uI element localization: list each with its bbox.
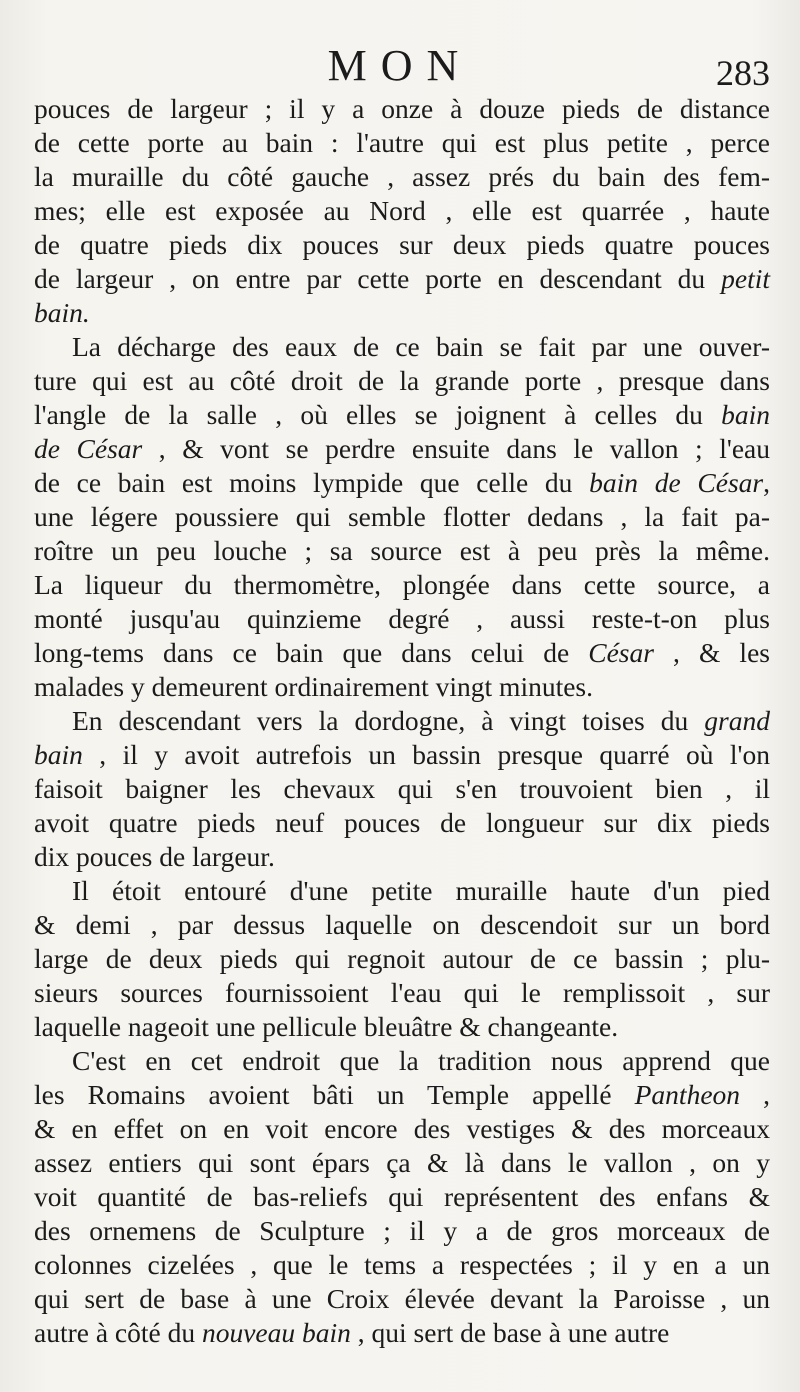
text-line: & en effet on en voit encore des vestiges & des morceaux [34,1113,770,1144]
text-line: mes; elle est exposée au Nord , elle est quarrée , haute [34,195,770,226]
italic-text: grand [704,705,770,736]
text-line: des ornemens de Sculpture ; il y a de gros morceaux de [34,1215,770,1246]
text-line: l'angle de la salle , où elles se joignent à celles du bain [34,399,770,430]
body-text [34,92,770,1350]
paragraph-4 [34,874,770,1044]
text-line: En descendant vers la dordogne, à vingt toises du grand [72,705,770,736]
text-line: C'est en cet endroit que la tradition nous apprend que [72,1045,770,1076]
text-line: bain , il y avoit autrefois un bassin presque quarré où l'on [34,739,770,770]
text-line: pouces de largeur ; il y a onze à douze pieds de distance [34,93,770,124]
text-line: voit quantité de bas-reliefs qui représentent des enfans & [34,1181,770,1212]
text-line: dix pouces de largeur. [34,841,275,872]
italic-text: petit [721,263,770,294]
paragraph-1 [34,92,770,330]
text-line: & demi , par dessus laquelle on descendoit sur un bord [34,909,770,940]
text-line: de largeur , on entre par cette porte en descendant du petit [34,263,770,294]
text-line: faisoit baigner les chevaux qui s'en trouvoient bien , il [34,773,770,804]
text-line: large de deux pieds qui regnoit autour de ce bassin ; plu- [34,943,770,974]
page-number: 283 [716,53,770,93]
italic-text: nouveau bain [201,1317,351,1348]
text-line: roître un peu louche ; sa source est à peu près la même. [34,535,770,566]
text-line: La décharge des eaux de ce bain se fait par une ouver- [72,331,770,362]
text-line: Il étoit entouré d'une petite muraille haute d'un pied [72,875,770,906]
text-line: assez entiers qui sont épars ça & là dans le vallon , on y [34,1147,770,1178]
text-line: de ce bain est moins lympide que celle du bain de César, [34,467,770,498]
paragraph-2 [34,330,770,704]
italic-text: Pantheon [634,1079,741,1110]
text-line: sieurs sources fournissoient l'eau qui le remplissoit , sur [34,977,770,1008]
paragraph-5 [34,1044,770,1350]
italic-text: bain. [34,297,90,328]
running-title: MON [327,41,473,90]
paragraph-3 [34,704,770,874]
italic-text: de César [34,433,143,464]
text-line: monté jusqu'au quinzieme degré , aussi reste-t-on plus [34,603,770,634]
text-line: colonnes cizelées , que le tems a respectées ; il y en a un [34,1249,770,1280]
text-line: la muraille du côté gauche , assez prés du bain des fem- [34,161,770,192]
text-line: les Romains avoient bâti un Temple appellé Pantheon , [34,1079,770,1110]
text-line: qui sert de base à une Croix élevée devant la Paroisse , un [34,1283,770,1314]
text-line: de quatre pieds dix pouces sur deux pieds quatre pouces [34,229,770,260]
italic-text: bain [721,399,770,430]
text-line: laquelle nageoit une pellicule bleuâtre & changeante. [34,1011,619,1042]
italic-text: bain [34,739,83,770]
italic-text: bain de César [589,467,764,498]
text-line: long-tems dans ce bain que dans celui de César , & les [34,637,770,668]
text-line: de cette porte au bain : l'autre qui est plus petite , perce [34,127,770,158]
text-line: malades y demeurent ordinairement vingt minutes. [34,671,594,702]
text-line: une légere poussiere qui semble flotter dedans , la fait pa- [34,501,770,532]
text-line: avoit quatre pieds neuf pouces de longueur sur dix pieds [34,807,770,838]
running-head [0,40,800,96]
text-line: de César , & vont se perdre ensuite dans le vallon ; l'eau [34,433,770,464]
italic-text: César [588,637,654,668]
text-line: autre à côté du nouveau bain , qui sert de base à une autre [34,1317,670,1348]
text-line: La liqueur du thermomètre, plongée dans cette source, a [34,569,770,600]
text-line [34,296,770,330]
text-line: ture qui est au côté droit de la grande porte , presque dans [34,365,770,396]
